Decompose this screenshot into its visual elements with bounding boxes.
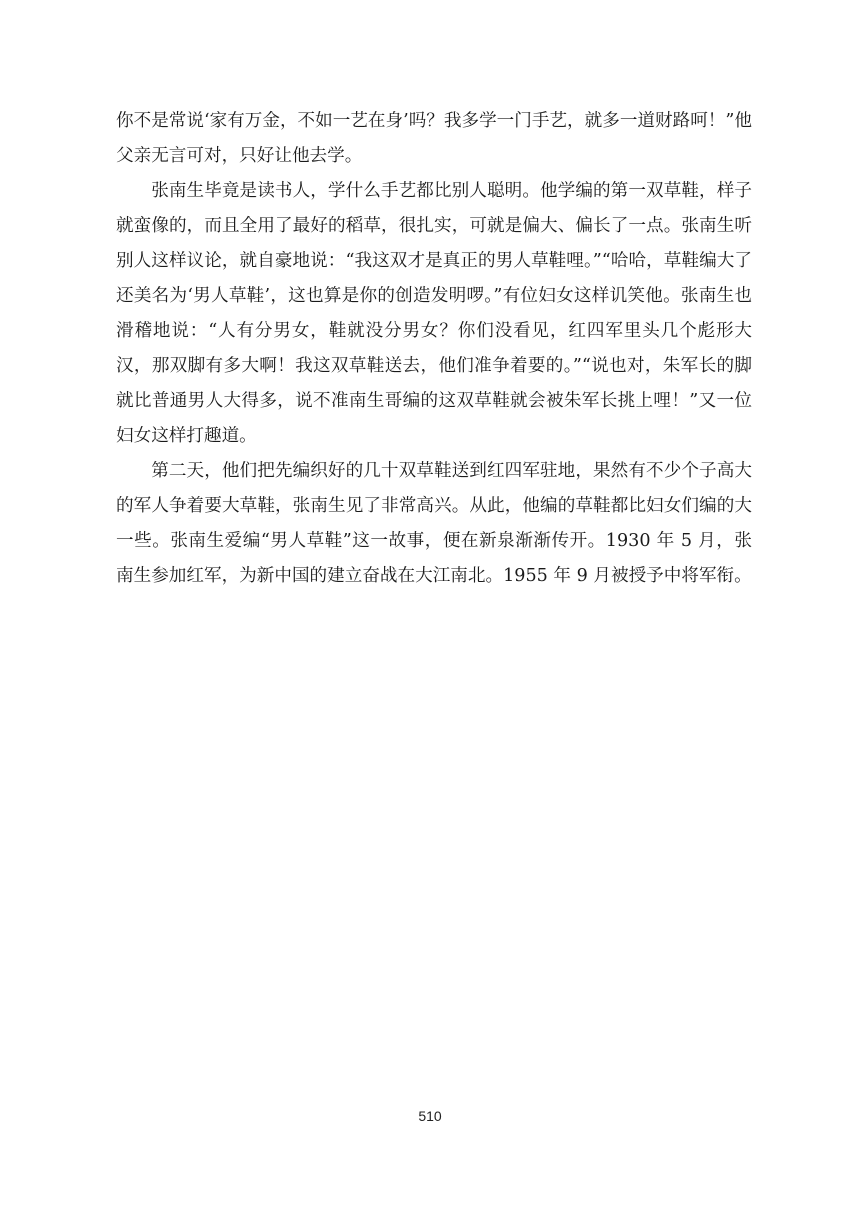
paragraph-continuation: 你不是常说‘家有万金，不如一艺在身’吗？我多学一门手艺，就多一道财路呵！”他父亲无言可对，只好让他去学。 — [116, 111, 752, 166]
paragraph-straw-sandals: 张南生毕竟是读书人，学什么手艺都比别人聪明。他学编的第一双草鞋，样子就蛮像的，而且全用了最好的稻草，很扎实，可就是偏大、偏长了一点。张南生听别人这样议论，就自豪地说：“我这双才是真正的男人草鞋哩。”“哈哈，草鞋编大了还美名为‘男人草鞋’，这也算是你的创造发明啰。”有位妇女这样讥笑他。张南生也滑稽地说：“人有分男女，鞋就没分男女？你们没看见，红四军里头几个彪形大汉，那双脚有多大啊！我这双草鞋送去，他们准争着要的。”“说也对，朱军长的脚就比普通男人大得多，说不准南生哥编的这双草鞋就会被朱军长挑上哩！”又一位妇女这样打趣道。 — [116, 181, 752, 446]
paragraph-next-day: 第二天，他们把先编织好的几十双草鞋送到红四军驻地，果然有不少个子高大的军人争着要大草鞋，张南生见了非常高兴。从此，他编的草鞋都比妇女们编的大一些。张南生爱编“男人草鞋”这一故事，便在新泉渐渐传开。1930 年 5 月，张南生参加红军，为新中国的建立奋战在大江南北。1955 年 9 月被授予中将军衔。 — [116, 461, 752, 586]
body-text — [116, 104, 752, 594]
page-number: 510 — [418, 1108, 442, 1124]
